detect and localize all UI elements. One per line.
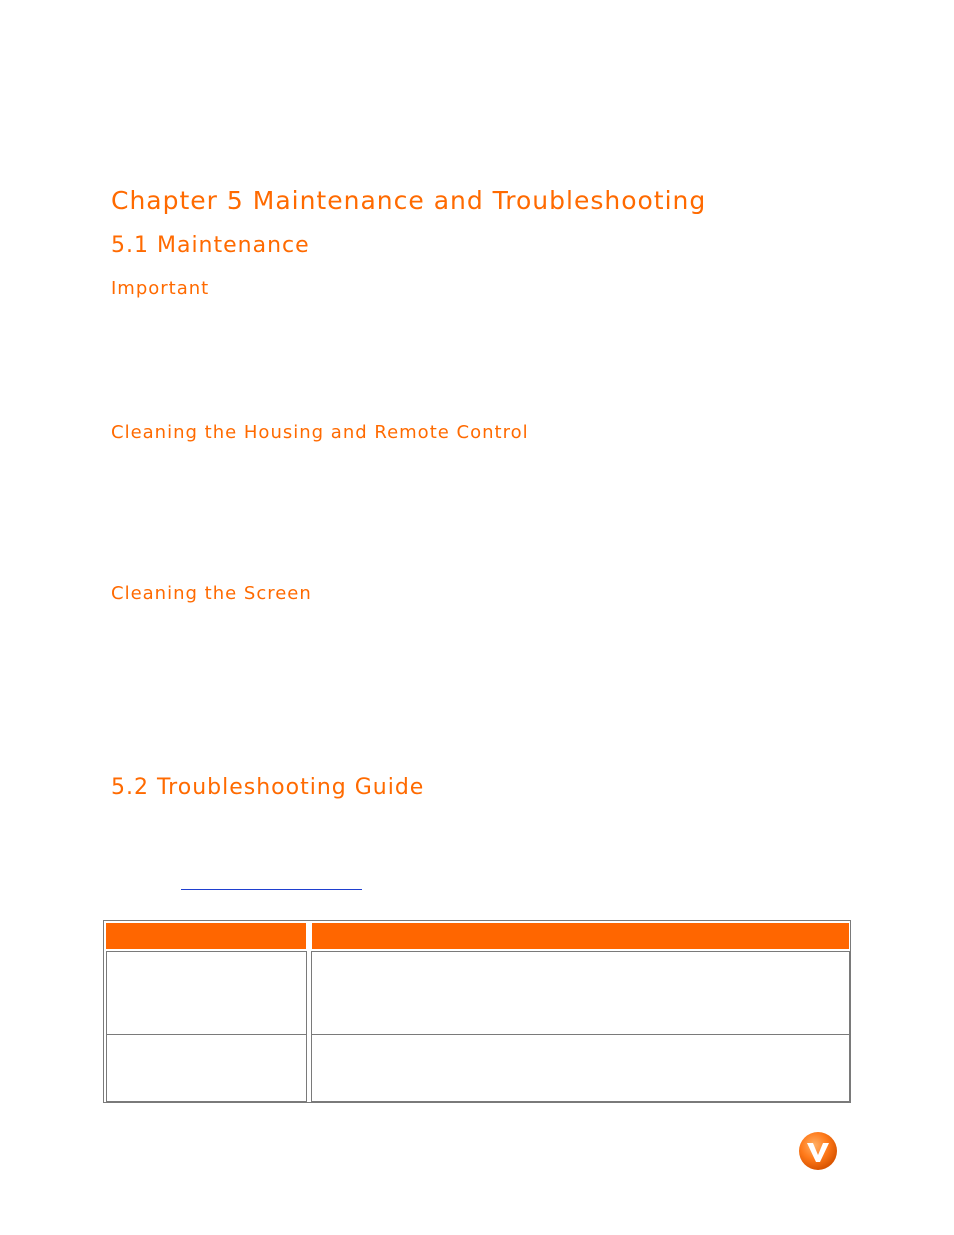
vizio-v-logo-icon <box>798 1131 838 1171</box>
table-header-cell-solution <box>312 923 849 949</box>
chapter-title: Chapter 5 Maintenance and Troubleshooting <box>111 186 707 215</box>
important-subheading: Important <box>111 278 210 299</box>
table-row-1-problem-cell <box>106 951 307 1035</box>
cleaning-housing-subheading: Cleaning the Housing and Remote Control <box>111 422 529 443</box>
cleaning-screen-subheading: Cleaning the Screen <box>111 583 312 604</box>
table-row-1-solution-cell <box>311 951 850 1035</box>
section-troubleshooting-heading: 5.2 Troubleshooting Guide <box>111 775 425 800</box>
section-maintenance-heading: 5.1 Maintenance <box>111 233 310 258</box>
table-row-2-solution-cell <box>311 1034 850 1102</box>
troubleshooting-table <box>103 920 851 1103</box>
table-row-2-problem-cell <box>106 1034 307 1102</box>
table-header-cell-problem <box>106 923 306 949</box>
hyperlink-underline[interactable] <box>181 889 362 890</box>
